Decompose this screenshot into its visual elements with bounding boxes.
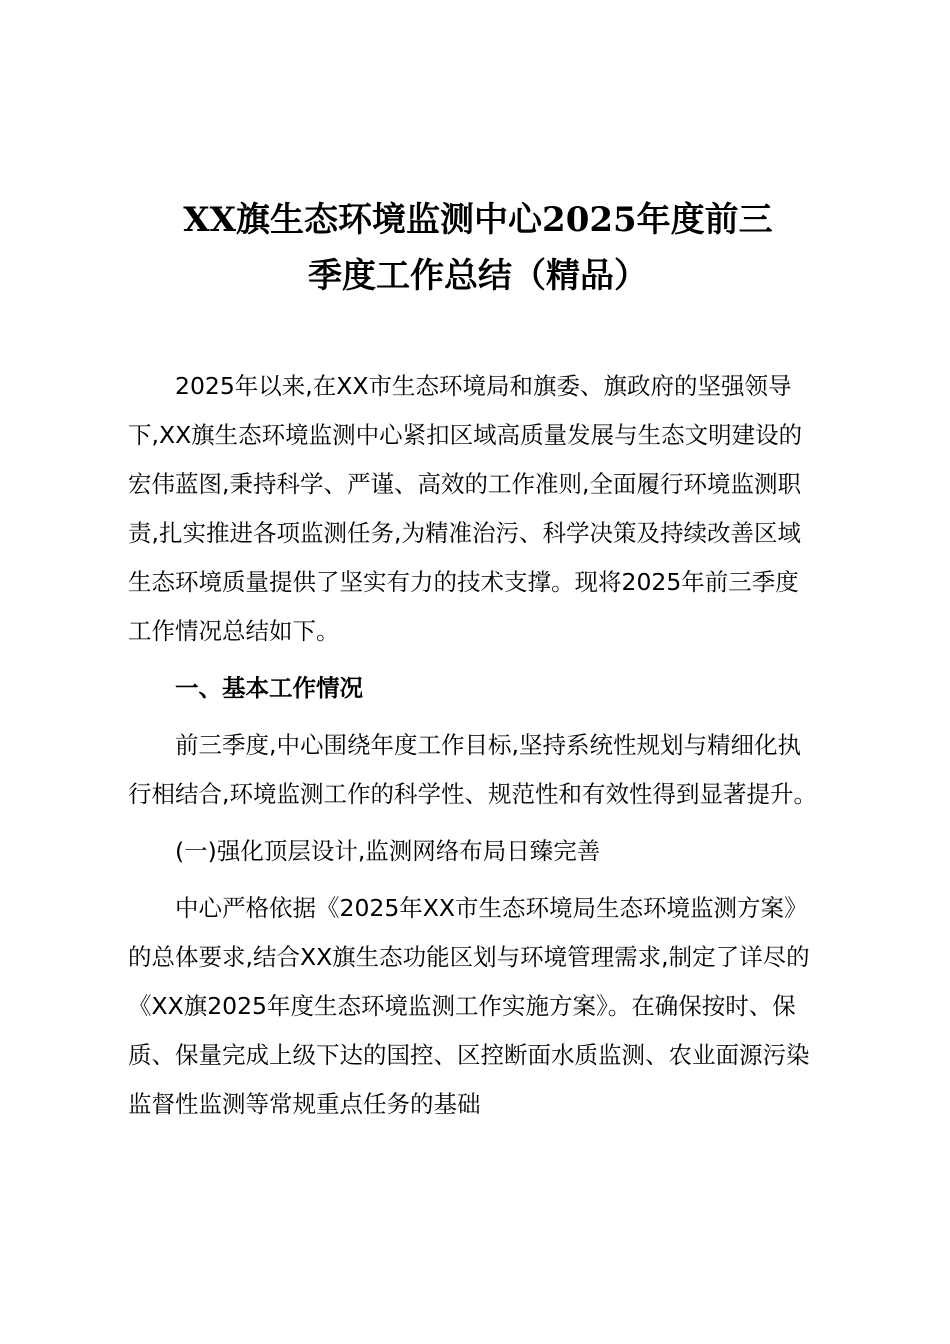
section-paragraph: 前三季度,中心围绕年度工作目标,坚持系统性规划与精细化执行相结合,环境监测工作的科学性、规范性和有效性得到显著提升。 xyxy=(128,731,817,808)
subsection-heading: (一)强化顶层设计,监测网络布局日臻完善 xyxy=(175,837,601,865)
title-line-1: XX旗生态环境监测中心2025年度前三 xyxy=(183,200,773,240)
section-heading: 一、基本工作情况 xyxy=(175,674,363,702)
intro-paragraph: 2025年以来,在XX市生态环境局和旗委、旗政府的坚强领导下,XX旗生态环境监测中心紧扣区域高质量发展与生态文明建设的宏伟蓝图,秉持科学、严谨、高效的工作准则,全面履行环境监测职责,扎实推进各项监测任务,为精准治污、科学决策及持续改善区域生态环境质量提供了坚实有力的技术支撑。现将2025年前三季度工作情况总结如下。 xyxy=(128,372,803,645)
document-title xyxy=(128,192,828,304)
document-body xyxy=(128,362,822,1137)
title-line-2: 季度工作总结（精品） xyxy=(308,256,648,296)
subsection-paragraph: 中心严格依据《2025年XX市生态环境局生态环境监测方案》的总体要求,结合XX旗生态功能区划与环境管理需求,制定了详尽的《XX旗2025年度生态环境监测工作实施方案》。在确保按时、保质、保量完成上级下达的国控、区控断面水质监测、农业面源污染监督性监测等常规重点任务的基础 xyxy=(128,894,810,1118)
